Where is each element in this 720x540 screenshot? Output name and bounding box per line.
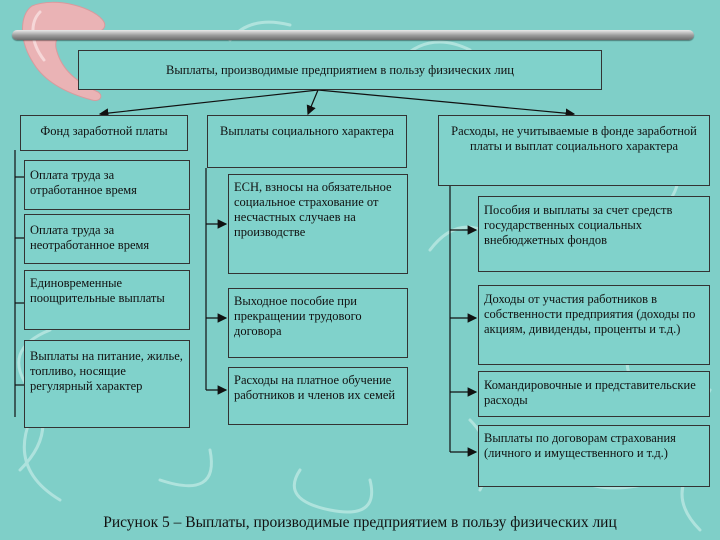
item-label: Оплата труда за отработанное время xyxy=(30,168,137,197)
figure-caption: Рисунок 5 – Выплаты, производимые предприятием в пользу физических лиц xyxy=(103,514,617,531)
col2-item-insurance-contributions xyxy=(228,174,408,274)
item-label: Единовременные поощрительные выплаты xyxy=(30,276,165,305)
col3-item-travel-expenses xyxy=(478,371,710,417)
item-label: Командировочные и представительские расходы xyxy=(484,378,696,407)
item-label: Выплаты по договорам страхования (личного и имущественного и т.д.) xyxy=(484,431,676,460)
item-label: Выплаты на питание, жилье, топливо, носящие регулярный характер xyxy=(30,349,183,393)
col1-item-worked-time-pay xyxy=(24,160,190,210)
category-box-other-expenses xyxy=(438,115,710,186)
col2-item-severance-pay xyxy=(228,288,408,358)
category-label: Фонд заработной платы xyxy=(40,124,168,138)
item-label: Расходы на платное обучение работников и членов их семей xyxy=(234,373,396,402)
root-box xyxy=(78,50,602,90)
category-box-payroll-fund xyxy=(20,115,188,151)
item-label: ЕСН, взносы на обязательное социальное страхование от несчастных случаев на производстве xyxy=(234,180,392,239)
item-label: Оплата труда за неотработанное время xyxy=(30,223,150,252)
col1-item-regular-allowances xyxy=(24,340,190,428)
col3-item-ownership-income xyxy=(478,285,710,365)
category-box-social-payments xyxy=(207,115,407,168)
col2-item-education-expenses xyxy=(228,367,408,425)
col1-item-bonus-payments xyxy=(24,270,190,330)
root-label: Выплаты, производимые предприятием в пользу физических лиц xyxy=(165,63,514,77)
category-label: Выплаты социального характера xyxy=(220,124,394,138)
col1-item-unworked-time-pay xyxy=(24,214,190,264)
item-label: Пособия и выплаты за счет средств государственных социальных внебюджетных фондов xyxy=(484,203,673,247)
col3-item-state-fund-benefits xyxy=(478,196,710,272)
item-label: Выходное пособие при прекращении трудового договора xyxy=(234,294,362,338)
item-label: Доходы от участия работников в собственности предприятия (доходы по акциям, дивиденды, проценты и т.д.) xyxy=(484,292,696,336)
category-label: Расходы, не учитываемые в фонде заработной платы и выплат социального характера xyxy=(451,124,697,153)
header-divider-bar xyxy=(12,30,694,40)
col3-item-insurance-contract-payments xyxy=(478,425,710,487)
